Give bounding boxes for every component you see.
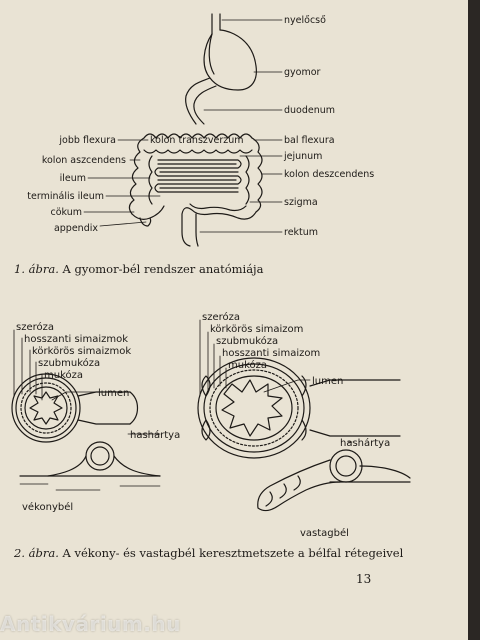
small-intestine-coils-drawing bbox=[155, 160, 241, 192]
label-small-hashartya: hashártya bbox=[130, 430, 181, 441]
label-kolon-aszcendens: kolon aszcendens bbox=[41, 155, 126, 166]
small-intestine-cross-section bbox=[12, 374, 138, 442]
figure2-caption-text: A vékony- és vastagbél keresztmetszete a bélfal rétegeivel bbox=[58, 546, 404, 560]
stomach-drawing bbox=[204, 30, 256, 90]
label-jejunum: jejunum bbox=[284, 151, 323, 162]
label-large-szubmukoza: szubmukóza bbox=[216, 336, 279, 347]
page-number: 13 bbox=[356, 572, 372, 586]
label-rektum: rektum bbox=[284, 227, 319, 238]
figure2-caption-number: 2. ábra. bbox=[14, 546, 59, 560]
small-intestine-loop bbox=[20, 442, 160, 490]
sigmoid-rectum-drawing bbox=[182, 204, 256, 246]
label-large-szeroza: szeróza bbox=[202, 312, 240, 323]
label-cokum: cökum bbox=[50, 207, 82, 218]
label-large-hosszanti: hosszanti simaizom bbox=[222, 348, 321, 359]
label-kolon-transzverzum: kolon transzverzum bbox=[150, 135, 244, 146]
label-jobb-flexura: jobb flexura bbox=[59, 135, 116, 146]
large-intestine-tube bbox=[258, 450, 410, 511]
esophagus-drawing bbox=[212, 14, 220, 34]
label-kolon-deszcendens: kolon deszcendens bbox=[284, 169, 375, 180]
watermark-logo: Antikvárium.hu bbox=[0, 612, 181, 636]
label-large-hashartya: hashártya bbox=[340, 438, 391, 449]
label-large-mukoza: mukóza bbox=[228, 360, 268, 371]
figure1-caption-text: A gyomor-bél rendszer anatómiája bbox=[58, 262, 264, 276]
label-small-lumen: lumen bbox=[98, 388, 130, 399]
label-szigma: szigma bbox=[284, 197, 318, 208]
label-duodenum: duodenum bbox=[284, 105, 336, 116]
figure1-caption bbox=[14, 262, 263, 276]
page-edge-shadow bbox=[468, 0, 480, 640]
label-large-korkoros: körkörös simaizom bbox=[210, 324, 304, 335]
label-nyelocso: nyelőcső bbox=[284, 15, 326, 26]
label-gyomor: gyomor bbox=[284, 67, 321, 78]
descending-colon-drawing bbox=[246, 138, 262, 212]
label-large-lumen: lumen bbox=[312, 376, 344, 387]
label-vekonybel: vékonybél bbox=[22, 502, 74, 513]
figure1-caption-number: 1. ábra. bbox=[14, 262, 59, 276]
label-small-szubmukoza: szubmukóza bbox=[38, 358, 101, 369]
label-small-hosszanti: hosszanti simaizmok bbox=[24, 334, 129, 345]
label-appendix: appendix bbox=[53, 223, 98, 234]
figure2-caption bbox=[14, 546, 403, 560]
label-small-korkoros: körkörös simaizmok bbox=[32, 346, 132, 357]
ascending-colon-drawing bbox=[129, 138, 152, 214]
label-small-szeroza: szeróza bbox=[16, 322, 54, 333]
label-small-mukoza: mukóza bbox=[44, 370, 84, 381]
label-terminalis-ileum: terminális ileum bbox=[27, 191, 104, 202]
label-bal-flexura: bal flexura bbox=[284, 135, 335, 146]
label-ileum: ileum bbox=[59, 173, 86, 184]
duodenum-drawing bbox=[186, 78, 216, 124]
label-vastagbel: vastagbél bbox=[300, 528, 349, 539]
